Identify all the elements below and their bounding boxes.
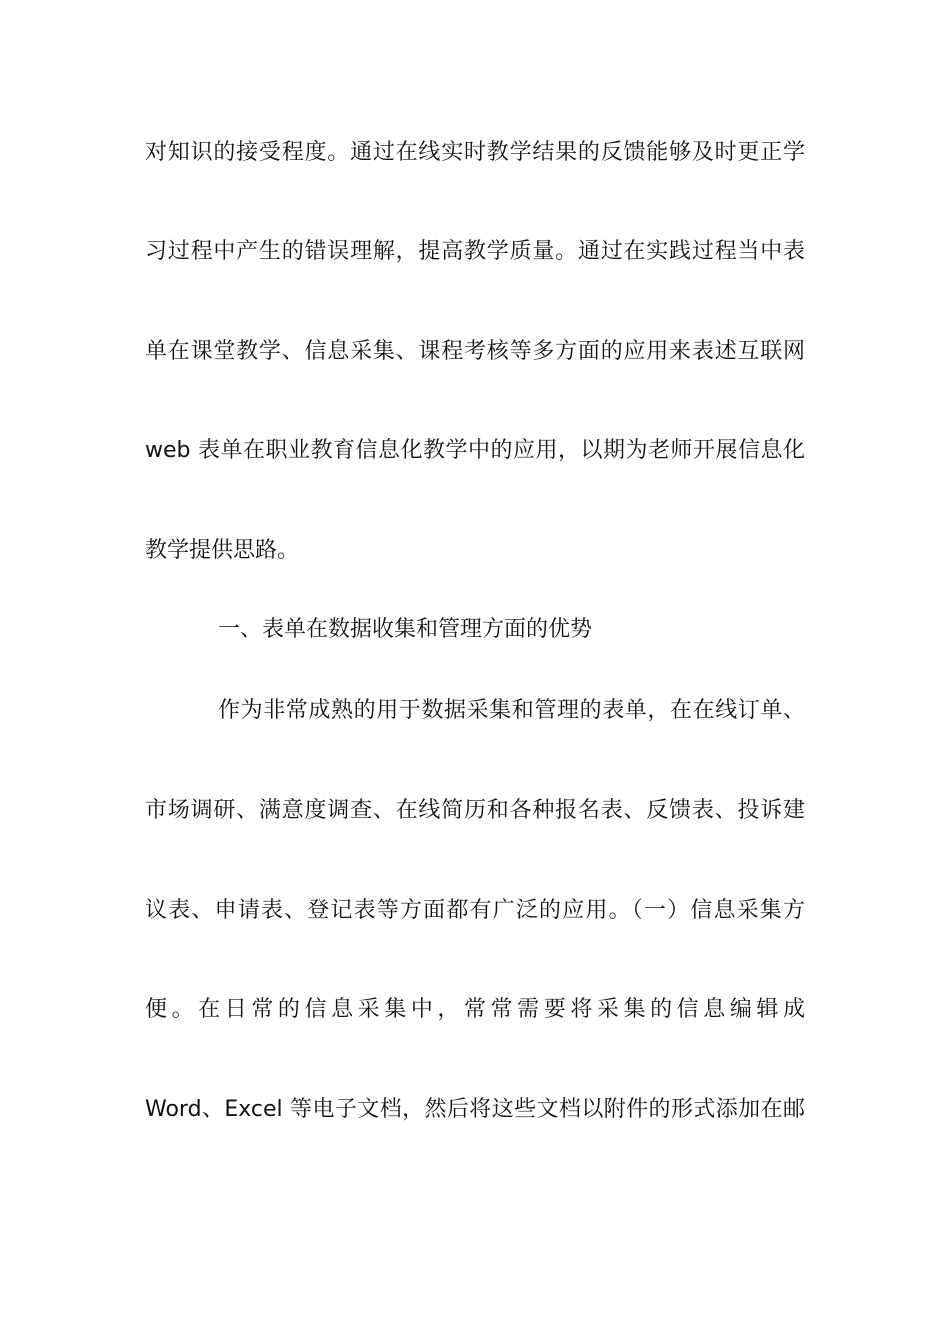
- paragraph-line-7: 市场调研、满意度调查、在线简历和各种报名表、反馈表、投诉建: [145, 798, 805, 823]
- paragraph-line-1: 对知识的接受程度。通过在线实时教学结果的反馈能够及时更正学: [145, 140, 805, 165]
- paragraph-line-9: 便。在日常的信息采集中，常常需要将采集的信息编辑成: [145, 997, 805, 1022]
- paragraph-line-5: 教学提供思路。: [145, 538, 300, 563]
- paragraph-line-2: 习过程中产生的错误理解，提高教学质量。通过在实践过程当中表: [145, 239, 805, 264]
- paragraph-line-4: web 表单在职业教育信息化教学中的应用，以期为老师开展信息化: [145, 438, 805, 463]
- paragraph-line-8: 议表、申请表、登记表等方面都有广泛的应用。（一）信息采集方: [145, 898, 805, 923]
- paragraph-line-10: Word、Excel 等电子文档，然后将这些文档以附件的形式添加在邮: [145, 1097, 805, 1122]
- section-heading: 一、表单在数据收集和管理方面的优势: [218, 617, 593, 642]
- paragraph-line-3: 单在课堂教学、信息采集、课程考核等多方面的应用来表述互联网: [145, 339, 805, 364]
- paragraph-line-6: 作为非常成熟的用于数据采集和管理的表单，在在线订单、: [218, 698, 805, 723]
